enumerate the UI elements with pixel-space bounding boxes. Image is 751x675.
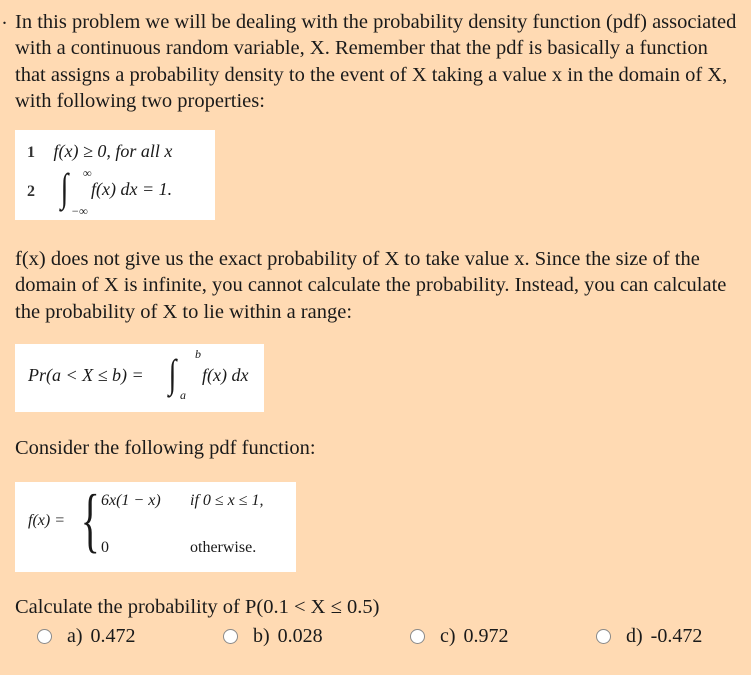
case1-condition: if 0 ≤ x ≤ 1,: [190, 492, 264, 509]
case2-condition: otherwise.: [190, 539, 257, 556]
explanation-paragraph: f(x) does not give us the exact probability of X to take value x. Since the size of the domain of X is infinite, you cannot calculate the probability. Instead, you can calculate the probability of X to lie within a range:: [15, 248, 727, 323]
option-label: a): [67, 625, 83, 647]
property-number-1: 1: [27, 144, 35, 161]
range-formula-integrand: f(x) dx: [202, 365, 249, 385]
integral-upper-limit: ∞: [83, 166, 92, 180]
intro-paragraph: In this problem we will be dealing with the probability density function (pdf) associated with a continuous random variable, X. Remember that the pdf is basically a function that assigns a probability density to the event of X taking a value x in the domain of X, with following two properties:: [15, 11, 737, 112]
option-a[interactable]: [37, 625, 136, 648]
range-formula-box: [15, 344, 264, 412]
radio-button-a[interactable]: [37, 629, 52, 644]
bullet-marker: .: [2, 7, 7, 29]
left-brace: {: [80, 480, 100, 560]
option-c[interactable]: [410, 625, 509, 648]
option-label: d): [626, 625, 643, 647]
option-value: 0.972: [463, 625, 509, 647]
range-formula-lhs: Pr(a < X ≤ b) =: [28, 365, 144, 385]
property-number-2: 2: [27, 183, 35, 200]
radio-button-c[interactable]: [410, 629, 425, 644]
radio-button-d[interactable]: [596, 629, 611, 644]
property-1-formula: f(x) ≥ 0, for all x: [53, 141, 173, 161]
option-value: -0.472: [650, 625, 703, 647]
properties-box: [15, 130, 215, 220]
option-b[interactable]: [223, 625, 323, 648]
option-value: 0.028: [277, 625, 323, 647]
integral-lower-limit: −∞: [71, 204, 88, 218]
option-d[interactable]: [596, 625, 702, 648]
pdf-lhs: f(x) =: [28, 512, 65, 529]
integral-lower-limit: a: [180, 388, 186, 402]
pdf-definition-box: [15, 482, 296, 572]
case1-expression: 6x(1 − x): [101, 492, 161, 509]
integral-sign: ∫: [168, 351, 177, 396]
integral-upper-limit: b: [195, 347, 201, 361]
integral-sign: ∫: [60, 165, 69, 210]
case2-expression: 0: [101, 539, 109, 556]
question-text: Calculate the probability of P(0.1 < X ≤ 0.5): [15, 596, 380, 618]
property-2-formula: f(x) dx = 1.: [91, 179, 173, 199]
answer-options: [0, 625, 751, 653]
option-value: 0.472: [90, 625, 136, 647]
option-label: b): [253, 625, 270, 647]
consider-text: Consider the following pdf function:: [15, 437, 316, 459]
option-label: c): [440, 625, 456, 647]
radio-button-b[interactable]: [223, 629, 238, 644]
